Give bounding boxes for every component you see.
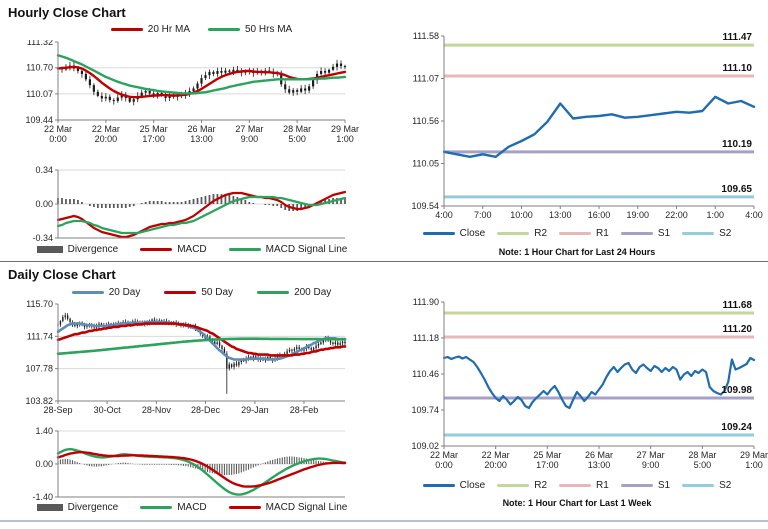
svg-text:30-Oct: 30-Oct xyxy=(93,405,121,415)
legend-swatch-icon xyxy=(140,248,172,251)
legend-label: S2 xyxy=(719,480,732,491)
legend-swatch-icon xyxy=(140,506,172,509)
daily-price-chart xyxy=(0,300,384,424)
daily-macd-legend xyxy=(36,502,348,513)
legend-swatch-icon xyxy=(164,291,196,294)
legend-label: 50 Hrs MA xyxy=(245,24,293,35)
svg-text:28-Sep: 28-Sep xyxy=(43,405,73,415)
hourly-macd-legend xyxy=(36,244,348,255)
svg-text:29-Jan: 29-Jan xyxy=(241,405,269,415)
svg-text:110.56: 110.56 xyxy=(412,116,439,126)
legend-label: MACD Signal Line xyxy=(265,244,348,255)
svg-text:17:00: 17:00 xyxy=(142,134,165,144)
svg-text:4:00: 4:00 xyxy=(435,210,453,220)
svg-text:29 Mar: 29 Mar xyxy=(739,450,768,460)
svg-text:28-Feb: 28-Feb xyxy=(289,405,319,415)
daily-price-legend xyxy=(58,287,345,298)
legend-swatch-icon xyxy=(208,28,240,31)
legend-item-macd xyxy=(140,244,206,255)
svg-text:111.68: 111.68 xyxy=(722,300,752,311)
legend-swatch-icon xyxy=(497,232,529,235)
legend-item-r2 xyxy=(497,480,547,491)
legend-swatch-icon xyxy=(37,246,63,253)
svg-text:111.18: 111.18 xyxy=(412,333,439,343)
svg-text:111.90: 111.90 xyxy=(412,297,439,307)
svg-text:111.07: 111.07 xyxy=(412,73,439,84)
svg-text:20:00: 20:00 xyxy=(94,134,118,144)
legend-label: R1 xyxy=(596,228,609,239)
legend-item-close xyxy=(423,228,486,239)
svg-text:22 Mar: 22 Mar xyxy=(43,124,73,134)
svg-text:27 Mar: 27 Mar xyxy=(636,450,665,460)
legend-item-r1 xyxy=(559,228,609,239)
hourly-macd-chart xyxy=(0,162,384,244)
hourly-price-legend xyxy=(58,24,345,35)
svg-text:22 Mar: 22 Mar xyxy=(481,450,510,460)
daily-pivot-chart xyxy=(386,286,768,478)
legend-swatch-icon xyxy=(229,248,261,251)
legend-item-s1 xyxy=(621,228,670,239)
svg-text:111.47: 111.47 xyxy=(722,32,752,44)
svg-text:1:00: 1:00 xyxy=(706,210,725,220)
legend-swatch-icon xyxy=(559,232,591,235)
legend-item-r1 xyxy=(559,480,609,491)
legend-item-divergence xyxy=(37,244,119,255)
legend-item-20-hr-ma xyxy=(111,24,190,35)
svg-text:-1.40: -1.40 xyxy=(32,492,53,502)
legend-label: R2 xyxy=(534,228,548,239)
legend-label: Close xyxy=(459,480,486,491)
svg-text:109.44: 109.44 xyxy=(25,115,53,125)
svg-text:9:00: 9:00 xyxy=(641,460,660,470)
svg-text:13:00: 13:00 xyxy=(190,134,213,144)
legend-swatch-icon xyxy=(257,291,289,294)
legend-label: 200 Day xyxy=(294,287,332,298)
svg-text:1.40: 1.40 xyxy=(35,426,53,436)
daily-pivot-note: Note: 1 Hour Chart for Last 1 Week xyxy=(502,498,652,508)
svg-text:5:00: 5:00 xyxy=(693,460,712,470)
legend-swatch-icon xyxy=(682,232,714,235)
svg-text:111.58: 111.58 xyxy=(412,31,439,41)
hourly-pivot-legend xyxy=(390,228,764,239)
legend-label: MACD xyxy=(177,244,207,255)
svg-text:26 Mar: 26 Mar xyxy=(187,124,216,134)
svg-text:5:00: 5:00 xyxy=(288,134,306,144)
legend-label: MACD xyxy=(177,502,207,513)
hourly-price-chart xyxy=(0,40,384,152)
svg-text:109.74: 109.74 xyxy=(411,405,439,415)
svg-text:109.65: 109.65 xyxy=(721,183,752,195)
svg-text:110.07: 110.07 xyxy=(26,88,53,99)
legend-swatch-icon xyxy=(423,484,455,487)
hourly-pivot-note: Note: 1 Hour Chart for Last 24 Hours xyxy=(498,247,656,257)
hourly-pivot-chart xyxy=(386,20,768,226)
legend-swatch-icon xyxy=(423,232,455,235)
svg-text:110.05: 110.05 xyxy=(412,158,439,169)
svg-text:111.10: 111.10 xyxy=(722,63,752,74)
legend-item-50-hrs-ma xyxy=(208,24,292,35)
svg-text:111.32: 111.32 xyxy=(26,40,53,47)
svg-text:22 Mar: 22 Mar xyxy=(429,450,459,460)
svg-text:0:00: 0:00 xyxy=(49,134,67,144)
daily-pivot-legend xyxy=(390,480,764,491)
legend-swatch-icon xyxy=(497,484,529,487)
svg-text:109.02: 109.02 xyxy=(411,441,439,451)
svg-text:110.19: 110.19 xyxy=(721,138,752,150)
svg-text:26 Mar: 26 Mar xyxy=(584,450,614,460)
svg-text:-0.34: -0.34 xyxy=(32,233,53,243)
svg-text:4:00: 4:00 xyxy=(745,210,763,220)
legend-label: R1 xyxy=(596,480,609,491)
legend-label: S2 xyxy=(719,228,732,239)
svg-text:109.54: 109.54 xyxy=(411,201,439,211)
legend-label: 20 Day xyxy=(108,287,141,298)
legend-swatch-icon xyxy=(621,484,653,487)
hourly-section-title: Hourly Close Chart xyxy=(8,5,126,20)
svg-text:28-Nov: 28-Nov xyxy=(141,405,171,415)
svg-text:110.46: 110.46 xyxy=(412,369,439,379)
svg-text:20:00: 20:00 xyxy=(484,460,507,470)
svg-text:22 Mar: 22 Mar xyxy=(91,124,120,134)
legend-label: 20 Hr MA xyxy=(147,24,190,35)
legend-swatch-icon xyxy=(229,506,261,509)
svg-text:28 Mar: 28 Mar xyxy=(688,450,717,460)
svg-text:103.82: 103.82 xyxy=(25,396,53,406)
svg-text:29 Mar: 29 Mar xyxy=(330,124,360,134)
svg-text:111.74: 111.74 xyxy=(26,331,53,342)
legend-item-macd-signal-line xyxy=(229,244,348,255)
legend-swatch-icon xyxy=(72,291,104,294)
svg-text:0.00: 0.00 xyxy=(35,459,53,469)
svg-text:109.24: 109.24 xyxy=(721,422,752,433)
legend-swatch-icon xyxy=(559,484,591,487)
svg-text:25 Mar: 25 Mar xyxy=(139,124,168,134)
legend-item-s1 xyxy=(621,480,670,491)
svg-text:22:00: 22:00 xyxy=(665,210,688,220)
legend-label: 50 Day xyxy=(201,287,234,298)
svg-text:0.00: 0.00 xyxy=(35,199,53,209)
svg-text:27 Mar: 27 Mar xyxy=(235,124,264,134)
legend-label: Divergence xyxy=(67,244,119,255)
legend-item-20-day xyxy=(72,287,141,298)
svg-text:115.70: 115.70 xyxy=(26,300,53,309)
svg-text:109.98: 109.98 xyxy=(721,385,752,396)
svg-text:7:00: 7:00 xyxy=(473,210,492,220)
svg-text:17:00: 17:00 xyxy=(536,460,559,470)
legend-label: Divergence xyxy=(67,502,119,513)
legend-item-r2 xyxy=(497,228,547,239)
svg-text:16:00: 16:00 xyxy=(587,210,611,220)
legend-item-divergence xyxy=(37,502,119,513)
svg-text:13:00: 13:00 xyxy=(548,210,572,220)
svg-text:13:00: 13:00 xyxy=(587,460,611,470)
legend-label: R2 xyxy=(534,480,548,491)
svg-text:9:00: 9:00 xyxy=(240,134,259,144)
legend-item-50-day xyxy=(164,287,233,298)
svg-text:0.34: 0.34 xyxy=(35,165,53,175)
section-divider xyxy=(0,261,768,262)
legend-item-s2 xyxy=(682,480,731,491)
svg-text:28 Mar: 28 Mar xyxy=(283,124,312,134)
legend-swatch-icon xyxy=(37,504,63,511)
svg-text:19:00: 19:00 xyxy=(626,210,650,220)
svg-text:0:00: 0:00 xyxy=(435,460,453,470)
legend-label: S1 xyxy=(657,228,671,239)
legend-item-macd xyxy=(140,502,206,513)
legend-item-s2 xyxy=(682,228,731,239)
legend-item-200-day xyxy=(257,287,331,298)
legend-swatch-icon xyxy=(682,484,714,487)
svg-text:10:00: 10:00 xyxy=(510,210,533,220)
daily-section-title: Daily Close Chart xyxy=(8,267,116,282)
legend-label: Close xyxy=(459,228,486,239)
bottom-divider xyxy=(0,520,768,522)
legend-label: S1 xyxy=(657,480,671,491)
svg-text:25 Mar: 25 Mar xyxy=(533,450,562,460)
svg-text:28-Dec: 28-Dec xyxy=(191,405,221,415)
svg-text:107.78: 107.78 xyxy=(25,363,53,374)
legend-label: MACD Signal Line xyxy=(265,502,348,513)
svg-text:1:00: 1:00 xyxy=(745,460,763,470)
legend-item-close xyxy=(423,480,486,491)
svg-text:1:00: 1:00 xyxy=(336,134,354,144)
legend-swatch-icon xyxy=(621,232,653,235)
legend-item-macd-signal-line xyxy=(229,502,348,513)
svg-text:111.20: 111.20 xyxy=(722,324,752,335)
daily-macd-chart xyxy=(0,426,384,502)
svg-text:110.70: 110.70 xyxy=(26,62,53,73)
legend-swatch-icon xyxy=(111,28,143,31)
